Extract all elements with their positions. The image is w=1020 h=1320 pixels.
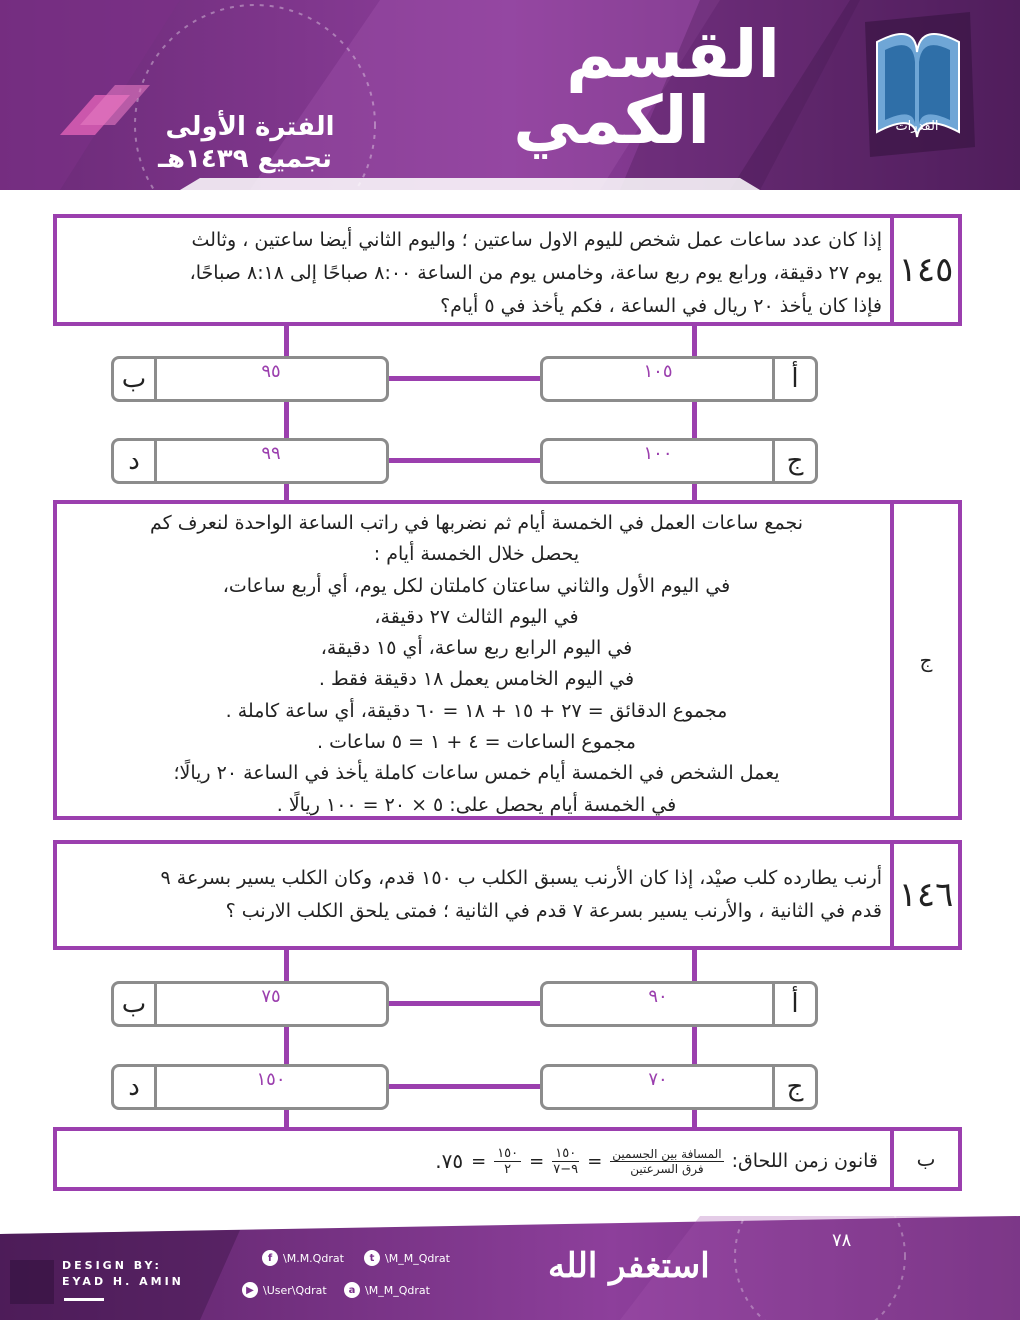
footer-banner [0,1216,1020,1320]
solution-line: مجموع الساعات = ٤ + ١ = ٥ ساعات . [317,731,636,754]
question-number: ١٤٦ [890,844,958,946]
option-d[interactable] [111,438,389,484]
fraction-numerator: المسافة بين الجسمين [612,1146,722,1161]
question-text-line: أرنب يطارده كلب صيْد، إذا كان الأرنب يسبق الكلب ب ١٥٠ قدم، وكان الكلب يسير بسرعة ٩ [160,867,882,889]
svg-text:القدرات: القدرات [895,119,939,134]
option-value: ١٠٠ [643,443,673,464]
social-ask[interactable] [344,1282,430,1298]
title-line-1: القسم [566,16,780,93]
solution-146-box [53,1127,962,1191]
title-line-2: الكمي [513,82,710,159]
fraction-denominator: ٢ [504,1161,512,1177]
question-text-line: فإذا كان يأخذ ٢٠ ريال في الساعة ، فكم يأخذ في ٥ أيام؟ [440,295,882,317]
option-c[interactable] [540,438,818,484]
solution-line: في اليوم الأول والثاني ساعتان كاملتان لكل يوم، أي أربع ساعات، [222,574,731,597]
question-145-text [71,224,882,323]
question-146-box [53,840,962,950]
period-line-1: الفترة الأولى [165,112,335,142]
option-letter: ج [772,1067,815,1107]
option-letter: ج [772,441,815,481]
option-value: ١٥٠ [256,1069,286,1090]
connector-line [388,458,540,463]
answer-letter: ب [890,1131,958,1187]
twitter-icon: t [364,1250,380,1266]
option-b[interactable] [111,981,389,1027]
solution-line: مجموع الدقائق = ٢٧ + ١٥ + ١٨ = ٦٠ دقيقة، أي ساعة كاملة . [225,699,728,722]
solution-line: نجمع ساعات العمل في الخمسة أيام ثم نضربها في راتب الساعة الواحدة لنعرف كم [149,512,804,534]
question-text-line: قدم في الثانية ، والأرنب يسير بسرعة ٧ قدم في الثانية ؛ فمتى يلحق الكلب الارنب ؟ [225,900,882,922]
question-text-line: يوم ٢٧ دقيقة، ورابع يوم ربع ساعة، وخامس يوم من الساعة ٨:٠٠ صباحًا إلى ٨:١٨ صباحًا، [189,262,882,284]
formula-label: قانون زمن اللحاق: [731,1150,878,1172]
question-146-text [71,862,882,928]
design-line-1: DESIGN BY: [62,1259,162,1272]
option-value: ٩٠ [648,986,668,1007]
option-value: ٩٩ [261,443,281,464]
option-a[interactable] [540,356,818,402]
fraction [552,1146,579,1177]
solution-145-box [53,500,962,820]
social-youtube[interactable] [242,1282,327,1298]
option-letter: ب [114,359,157,399]
option-letter: د [114,441,157,481]
option-value: ٧٠ [648,1069,668,1090]
social-handle: \M.M.Qdrat [283,1251,344,1265]
connector-line [388,376,540,381]
social-twitter[interactable] [364,1250,450,1266]
solution-line: في اليوم الخامس يعمل ١٨ دقيقة فقط . [318,668,635,691]
social-handle: \User\Qdrat [263,1283,327,1297]
fraction-denominator: ٩−٧ [553,1161,579,1177]
question-number: ١٤٥ [890,218,958,322]
equals-sign: = [529,1150,545,1172]
option-c[interactable] [540,1064,818,1110]
equals-sign: = [587,1150,603,1172]
design-line-2: EYAD H. AMIN [62,1275,184,1288]
question-text-line: إذا كان عدد ساعات عمل شخص لليوم الاول ساعتين ؛ واليوم الثاني أيضا ساعتين ، وثالث [191,229,882,251]
fraction [610,1147,723,1176]
fraction [494,1146,521,1177]
solution-line: في اليوم الرابع ربع ساعة، أي ١٥ دقيقة، [320,637,633,660]
solution-line: يعمل الشخص في الخمسة أيام خمس ساعات كاملة يأخذ في الساعة ٢٠ ريالًا؛ [173,762,780,785]
option-value: ٧٥ [261,986,281,1007]
answer-letter: ج [890,504,958,816]
social-facebook[interactable] [262,1250,344,1266]
social-handle: \M_M_Qdrat [365,1283,430,1297]
fraction-numerator: ١٥٠ [552,1146,579,1162]
option-value: ٩٥ [261,361,281,382]
option-d[interactable] [111,1064,389,1110]
solution-line: يحصل خلال الخمسة أيام : [373,543,580,566]
connector-line [388,1001,540,1006]
youtube-icon: ▶ [242,1282,258,1298]
social-handle: \M_M_Qdrat [385,1251,450,1265]
page-number: ٧٨ [832,1230,852,1251]
fraction-denominator: فرق السرعتين [630,1161,704,1176]
option-letter: ب [114,984,157,1024]
formula-result: ٧٥. [435,1149,464,1173]
design-credit [62,1258,184,1290]
period-line-2: تجميع ١٤٣٩هـ [158,144,332,174]
connector-line [388,1084,540,1089]
option-letter: أ [772,984,815,1024]
qdrat-logo [855,12,980,157]
solution-formula [227,1137,878,1185]
solution-line: في الخمسة أيام يحصل على: ٥ × ٢٠ = ١٠٠ ريالًا . [276,793,677,816]
option-letter: أ [772,359,815,399]
option-value: ١٠٥ [643,361,673,382]
question-145-box [53,214,962,326]
header-banner [0,0,1020,190]
option-b[interactable] [111,356,389,402]
option-letter: د [114,1067,157,1107]
facebook-icon: f [262,1250,278,1266]
solution-text [71,508,882,821]
ask-icon: a [344,1282,360,1298]
calligraphy-text: استغفر الله [548,1246,710,1286]
solution-line: في اليوم الثالث ٢٧ دقيقة، [374,605,579,628]
equals-sign: = [471,1150,487,1172]
fraction-numerator: ١٥٠ [494,1146,521,1162]
option-a[interactable] [540,981,818,1027]
